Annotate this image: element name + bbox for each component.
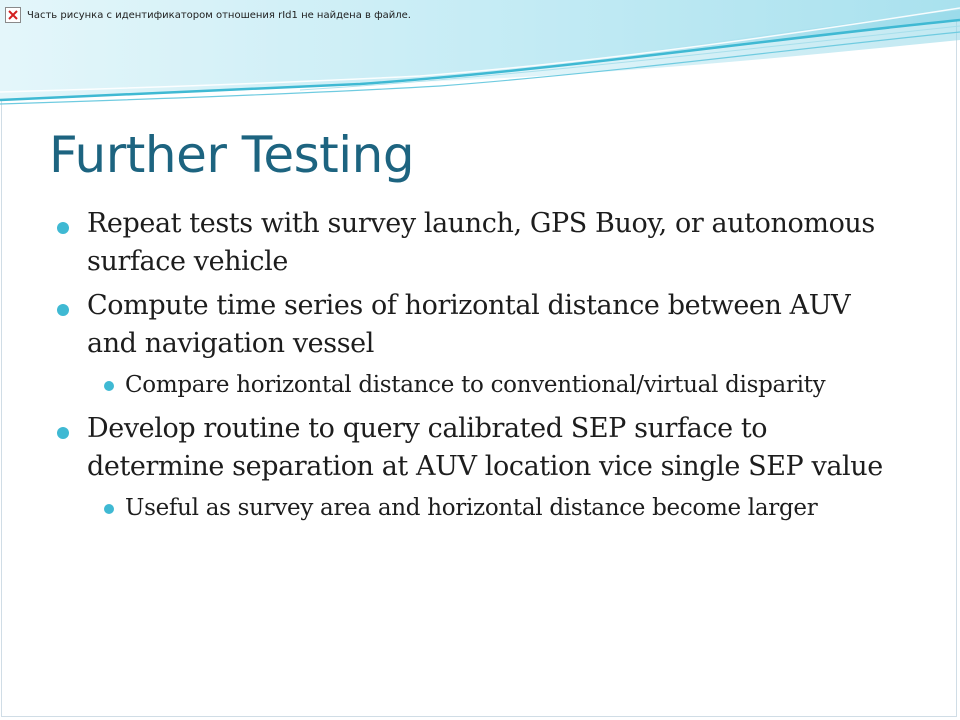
sub-bullet-item	[0, 492, 960, 525]
sub-bullet-text: Useful as survey area and horizontal distance become larger	[125, 495, 818, 521]
bullet-text: Repeat tests with survey launch, GPS Buoy, or autonomous surface vehicle	[87, 208, 875, 277]
bullet-item	[0, 410, 960, 486]
broken-image-message: Часть рисунка с идентификатором отношения rId1 не найдена в файле.	[27, 9, 411, 21]
sub-bullet-dot-icon	[104, 504, 114, 514]
bullet-item	[0, 287, 960, 363]
broken-image-icon	[5, 7, 21, 23]
bullet-dot-icon	[57, 304, 69, 316]
bullet-list	[0, 205, 960, 533]
bullet-text: Develop routine to query calibrated SEP surface to determine separation at AUV location vice single SEP value	[87, 413, 883, 482]
bullet-dot-icon	[57, 427, 69, 439]
slide-title: Further Testing	[49, 126, 415, 184]
bullet-dot-icon	[57, 222, 69, 234]
bullet-item	[0, 205, 960, 281]
sub-bullet-dot-icon	[104, 381, 114, 391]
sub-bullet-text: Compare horizontal distance to conventional/virtual disparity	[125, 372, 826, 398]
broken-image-placeholder	[5, 5, 411, 25]
sub-bullet-item	[0, 369, 960, 402]
bullet-text: Compute time series of horizontal distance between AUV and navigation vessel	[87, 290, 851, 359]
